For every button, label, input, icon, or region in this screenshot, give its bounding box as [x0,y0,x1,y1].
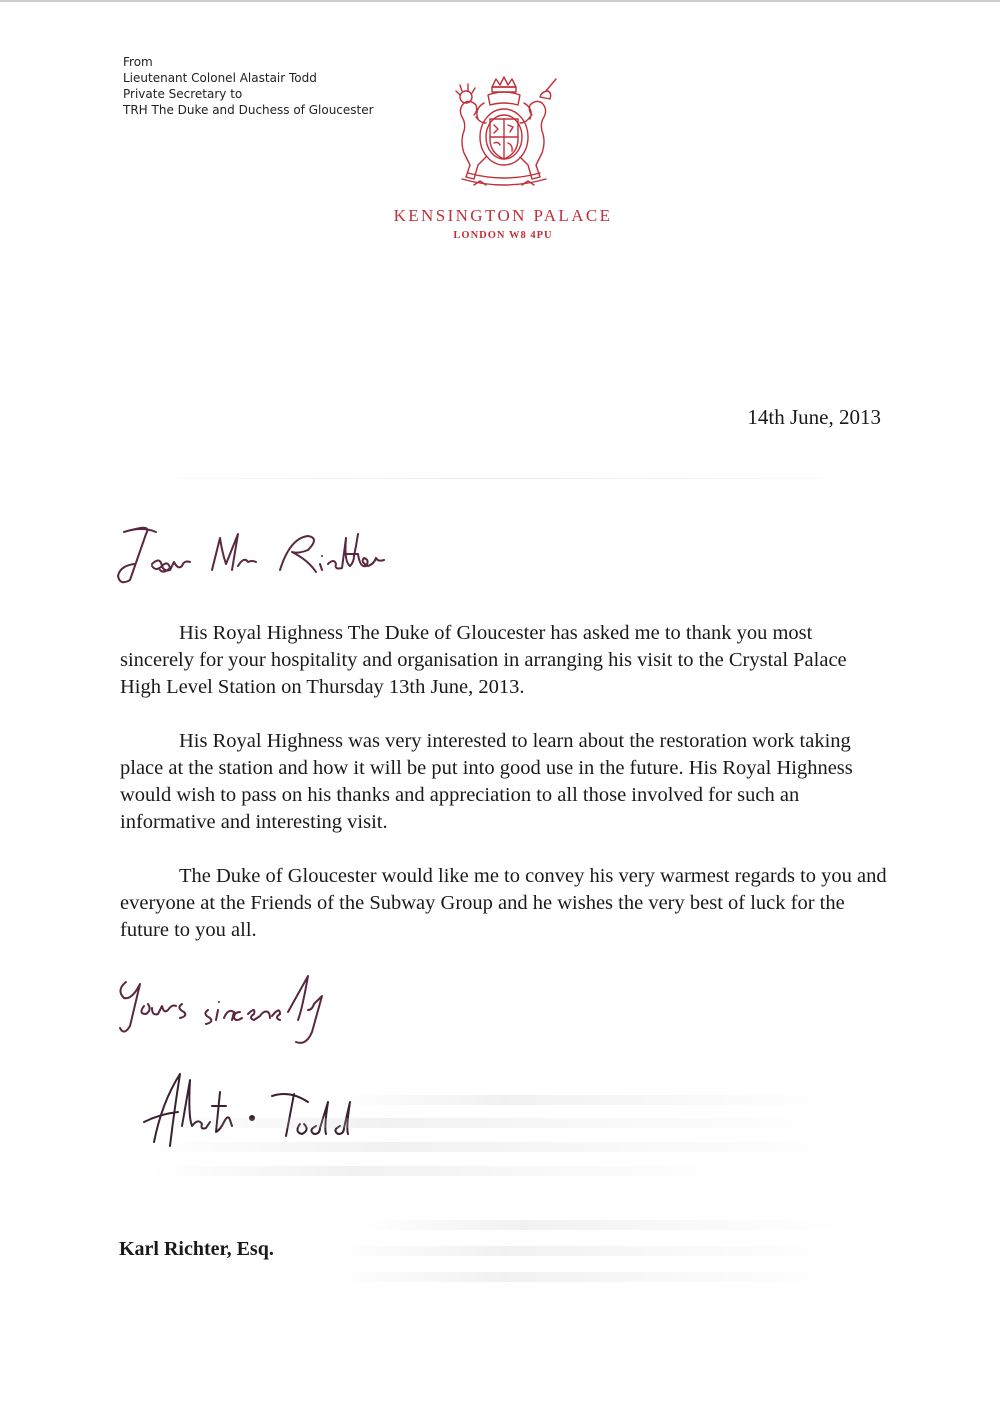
letter-body [120,620,890,971]
sender-line: Private Secretary to [123,87,243,101]
sender-line: TRH The Duke and Duchess of Gloucester [123,103,374,117]
salutation-handwriting [112,520,402,590]
body-paragraph: His Royal Highness was very interested to learn about the restoration work taking place at the station and how it will be put into good use in the future. His Royal Highness would wish to pass on his thanks and appreciation to all those involved for such an informative and interesting visit. [120,730,853,833]
show-through-mark [150,1166,750,1176]
show-through-mark [150,1118,850,1128]
body-paragraph: His Royal Highness The Duke of Gloucester has asked me to thank you most sincerely for your hospitality and organisation in arranging his visit to the Crystal Palace High Level Station on Thursday 13th June, 2013. [120,622,847,698]
recipient-name: Karl Richter, Esq. [119,1238,274,1260]
show-through-mark [360,1220,850,1230]
page-top-edge [0,0,1000,2]
closing-handwriting [112,970,362,1050]
letterhead-name: KENSINGTON PALACE [393,206,613,225]
royal-coat-of-arms-icon [444,73,564,191]
sender-line: From [123,55,153,69]
fold-line [110,478,890,479]
sender-line: Lieutenant Colonel Alastair Todd [123,71,317,85]
letter-date: 14th June, 2013 [747,405,881,429]
body-paragraph: The Duke of Gloucester would like me to convey his very warmest regards to you and everyone at the Friends of the Subway Group and he wishes the very best of luck for the future to you all. [120,865,887,941]
letterhead-address: LONDON W8 4PU [453,230,553,241]
show-through-mark [330,1272,850,1282]
show-through-mark [330,1246,850,1256]
show-through-mark [150,1142,870,1152]
sender-block [123,54,374,118]
show-through-mark [330,1095,850,1105]
